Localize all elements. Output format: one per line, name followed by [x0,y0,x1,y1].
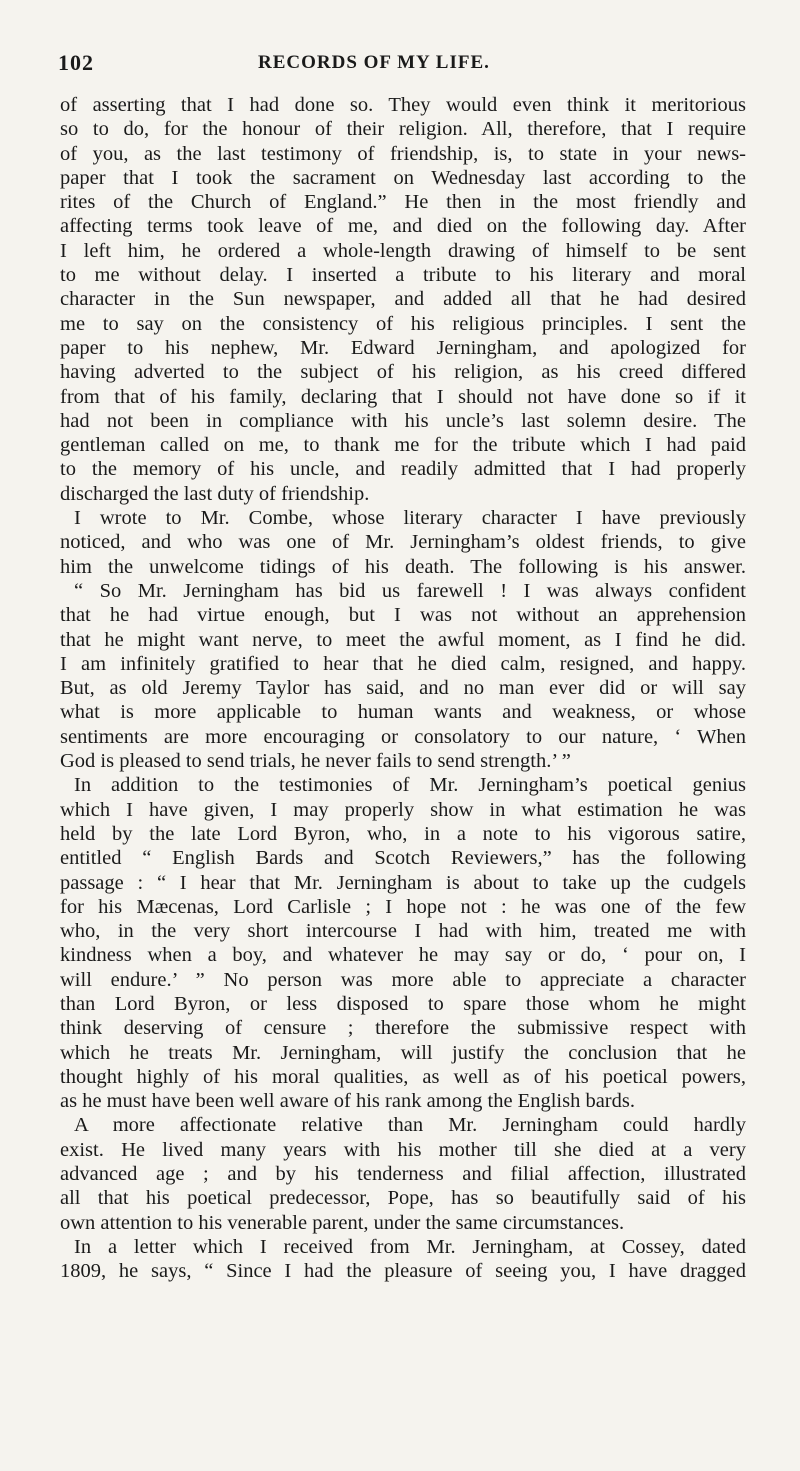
text-line: passage : “ I hear that Mr. Jerningham is about to take up the cudgels [60,871,746,894]
text-line: God is pleased to send trials, he never fails to send strength.’ ” [60,750,571,773]
text-line: sentiments are more encouraging or consolatory to our nature, ‘ When [60,725,746,748]
page-number: 102 [58,50,94,75]
text-line: of you, as the last testimony of friendship, is, to state in your news- [60,142,746,165]
text-line: entitled “ English Bards and Scotch Reviewers,” has the following [60,847,746,870]
text-line: to the memory of his uncle, and readily admitted that I had properly [60,458,746,481]
text-line: for his Mæcenas, Lord Carlisle ; I hope not : he was one of the few [60,895,746,918]
text-line: exist. He lived many years with his mother till she died at a very [60,1138,746,1161]
text-line: from that of his family, declaring that I should not have done so if it [60,385,746,408]
text-line: held by the late Lord Byron, who, in a note to his vigorous satire, [60,822,746,845]
text-line: But, as old Jeremy Taylor has said, and no man ever did or will say [60,677,746,700]
text-line: advanced age ; and by his tenderness and filial affection, illustrated [60,1163,746,1186]
page-header [58,50,748,78]
text-line: thought highly of his moral qualities, as well as of his poetical powers, [60,1065,746,1088]
text-line: In a letter which I received from Mr. Jerningham, at Cossey, dated [74,1235,746,1258]
text-line: I wrote to Mr. Combe, whose literary character I have previously [74,507,746,530]
body-text [60,93,746,1284]
running-title: RECORDS OF MY LIFE. [258,52,490,73]
text-line: as he must have been well aware of his rank among the English bards. [60,1090,635,1113]
text-line: I left him, he ordered a whole-length drawing of himself to be sent [60,239,746,262]
text-line: will endure.’ ” No person was more able to appreciate a character [60,968,746,991]
text-line: all that his poetical predecessor, Pope, has so beautifully said of his [60,1187,746,1210]
text-line: having adverted to the subject of his religion, as his creed differed [60,361,746,384]
text-line: In addition to the testimonies of Mr. Jerningham’s poetical genius [74,774,746,797]
text-line: than Lord Byron, or less disposed to spare those whom he might [60,992,746,1015]
text-line: A more affectionate relative than Mr. Jerningham could hardly [74,1114,746,1137]
text-line: kindness when a boy, and whatever he may say or do, ‘ pour on, I [60,944,746,967]
text-line: that he might want nerve, to meet the awful moment, as I find he did. [60,628,746,651]
text-line: think deserving of censure ; therefore the submissive respect with [60,1017,746,1040]
text-line: of asserting that I had done so. They would even think it meritorious [60,94,746,116]
text-line: 1809, he says, “ Since I had the pleasure of seeing you, I have dragged [60,1260,746,1283]
text-line: so to do, for the honour of their religion. All, therefore, that I require [60,118,746,141]
text-line: paper that I took the sacrament on Wednesday last according to the [60,166,746,189]
text-line: what is more applicable to human wants and weakness, or whose [60,701,746,724]
text-line: discharged the last duty of friendship. [60,482,370,505]
text-line: who, in the very short intercourse I had with him, treated me with [60,920,746,943]
text-line: own attention to his venerable parent, under the same circumstances. [60,1211,625,1234]
text-line: noticed, and who was one of Mr. Jerningham’s oldest friends, to give [60,531,746,554]
text-line: character in the Sun newspaper, and added all that he had desired [60,288,746,311]
text-line: which I have given, I may properly show in what estimation he was [60,798,746,821]
text-line: had not been in compliance with his uncle’s last solemn desire. The [60,409,746,432]
text-line: him the unwelcome tidings of his death. The following is his answer. [60,555,746,578]
text-line: which he treats Mr. Jerningham, will justify the conclusion that he [60,1041,746,1064]
text-line: gentleman called on me, to thank me for the tribute which I had paid [60,434,746,457]
text-line: I am infinitely gratified to hear that he died calm, resigned, and happy. [60,652,746,675]
text-line: to me without delay. I inserted a tribute to his literary and moral [60,264,746,287]
text-line: me to say on the consistency of his religious principles. I sent the [60,312,746,335]
text-line: “ So Mr. Jerningham has bid us farewell ! I was always confident [74,579,746,602]
text-line: that he had virtue enough, but I was not without an apprehension [60,604,746,627]
text-line: paper to his nephew, Mr. Edward Jerningham, and apologized for [60,336,746,359]
text-line: rites of the Church of England.” He then in the most friendly and [60,191,746,214]
text-line: affecting terms took leave of me, and died on the following day. After [60,215,746,238]
